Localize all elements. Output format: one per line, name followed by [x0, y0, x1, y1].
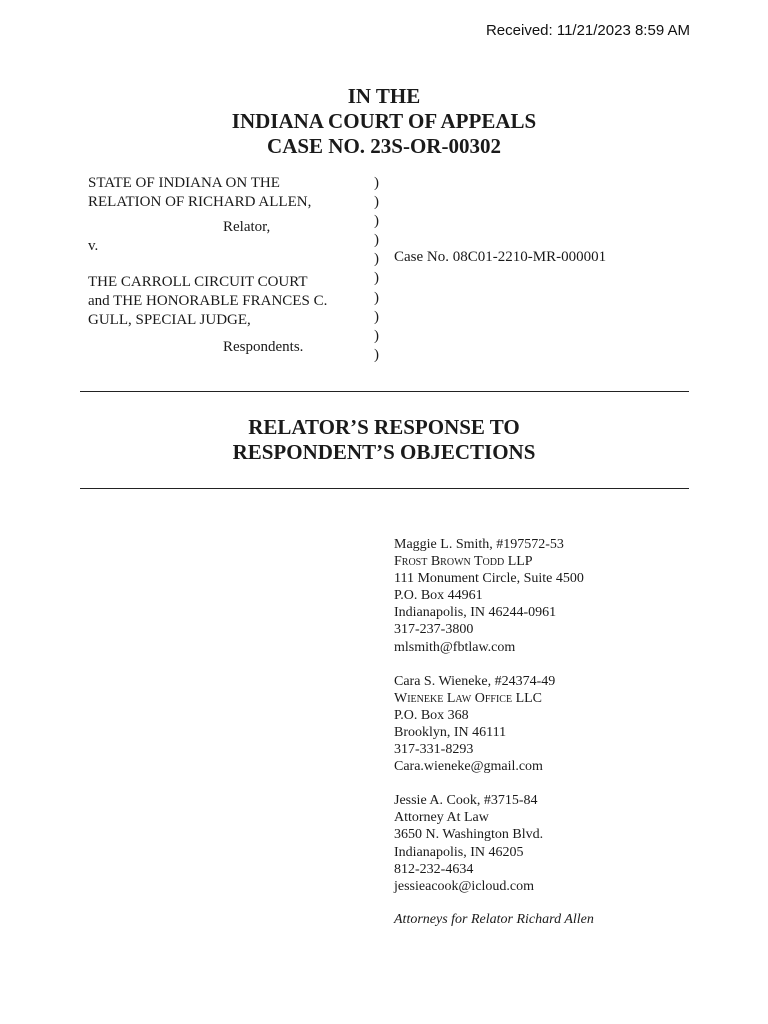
attorney-block [394, 536, 584, 656]
attorney-firm: Attorney At Law [394, 810, 489, 826]
attorney-address: 111 Monument Circle, Suite 4500 [394, 571, 584, 587]
signature-block [394, 536, 584, 895]
attorneys-for-relator: Attorneys for Relator Richard Allen [394, 912, 594, 927]
caption-paren: ) [374, 194, 379, 211]
attorney-email: Cara.wieneke@gmail.com [394, 759, 543, 775]
respondent-name-line: GULL, SPECIAL JUDGE, [88, 312, 251, 328]
trial-case-number: Case No. 08C01-2210-MR-000001 [394, 249, 607, 265]
court-heading [0, 84, 768, 159]
caption-paren: ) [374, 232, 379, 249]
attorney-address: 3650 N. Washington Blvd. [394, 827, 544, 843]
attorney-email: mlsmith@fbtlaw.com [394, 639, 516, 655]
document-title-line: RESPONDENT’S OBJECTIONS [232, 440, 536, 464]
attorney-city: Indianapolis, IN 46244-0961 [394, 605, 557, 621]
caption-paren: ) [374, 251, 379, 268]
respondent-role: Respondents. [223, 339, 304, 355]
caption-parenthesis-column [374, 174, 379, 365]
court-heading-line: IN THE [347, 84, 421, 108]
attorney-block [394, 792, 584, 895]
relator-name-line: STATE OF INDIANA ON THE [88, 175, 280, 191]
caption-paren: ) [374, 270, 379, 287]
attorney-email: jessieacook@icloud.com [394, 878, 535, 894]
attorney-block [394, 673, 584, 776]
caption-paren: ) [374, 289, 379, 306]
court-name: INDIANA COURT OF APPEALS [231, 109, 537, 133]
respondent-name-line: and THE HONORABLE FRANCES C. [88, 293, 328, 309]
relator-name-line: RELATION OF RICHARD ALLEN, [88, 194, 312, 210]
appellate-case-number: CASE NO. 23S-OR-00302 [267, 134, 501, 158]
attorney-po-box: P.O. Box 44961 [394, 588, 483, 604]
respondent-name-line: THE CARROLL CIRCUIT COURT [88, 274, 308, 290]
attorney-firm: Wieneke Law Office LLC [394, 690, 543, 706]
versus-label: v. [88, 238, 99, 254]
caption-paren: ) [374, 213, 379, 230]
caption-paren: ) [374, 346, 379, 363]
attorney-city: Indianapolis, IN 46205 [394, 844, 524, 860]
divider-bottom [80, 488, 689, 489]
attorney-firm: Frost Brown Todd LLP [394, 554, 533, 570]
received-stamp: Received: 11/21/2023 8:59 AM [485, 22, 690, 39]
attorney-phone: 317-331-8293 [394, 742, 474, 758]
attorney-po-box: P.O. Box 368 [394, 707, 469, 723]
caption-paren: ) [374, 175, 379, 191]
caption-paren: ) [374, 327, 379, 344]
attorney-city: Brooklyn, IN 46111 [394, 724, 507, 740]
document-title [0, 415, 768, 465]
caption-paren: ) [374, 308, 379, 325]
attorney-name: Maggie L. Smith, #197572-53 [394, 537, 564, 552]
document-title-line: RELATOR’S RESPONSE TO [248, 415, 520, 439]
divider-top [80, 391, 689, 392]
attorney-name: Cara S. Wieneke, #24374-49 [394, 673, 556, 689]
case-caption-parties [88, 174, 368, 357]
relator-role: Relator, [223, 219, 271, 235]
attorney-phone: 317-237-3800 [394, 622, 474, 638]
attorney-phone: 812-232-4634 [394, 861, 474, 877]
attorney-name: Jessie A. Cook, #3715-84 [394, 793, 538, 809]
